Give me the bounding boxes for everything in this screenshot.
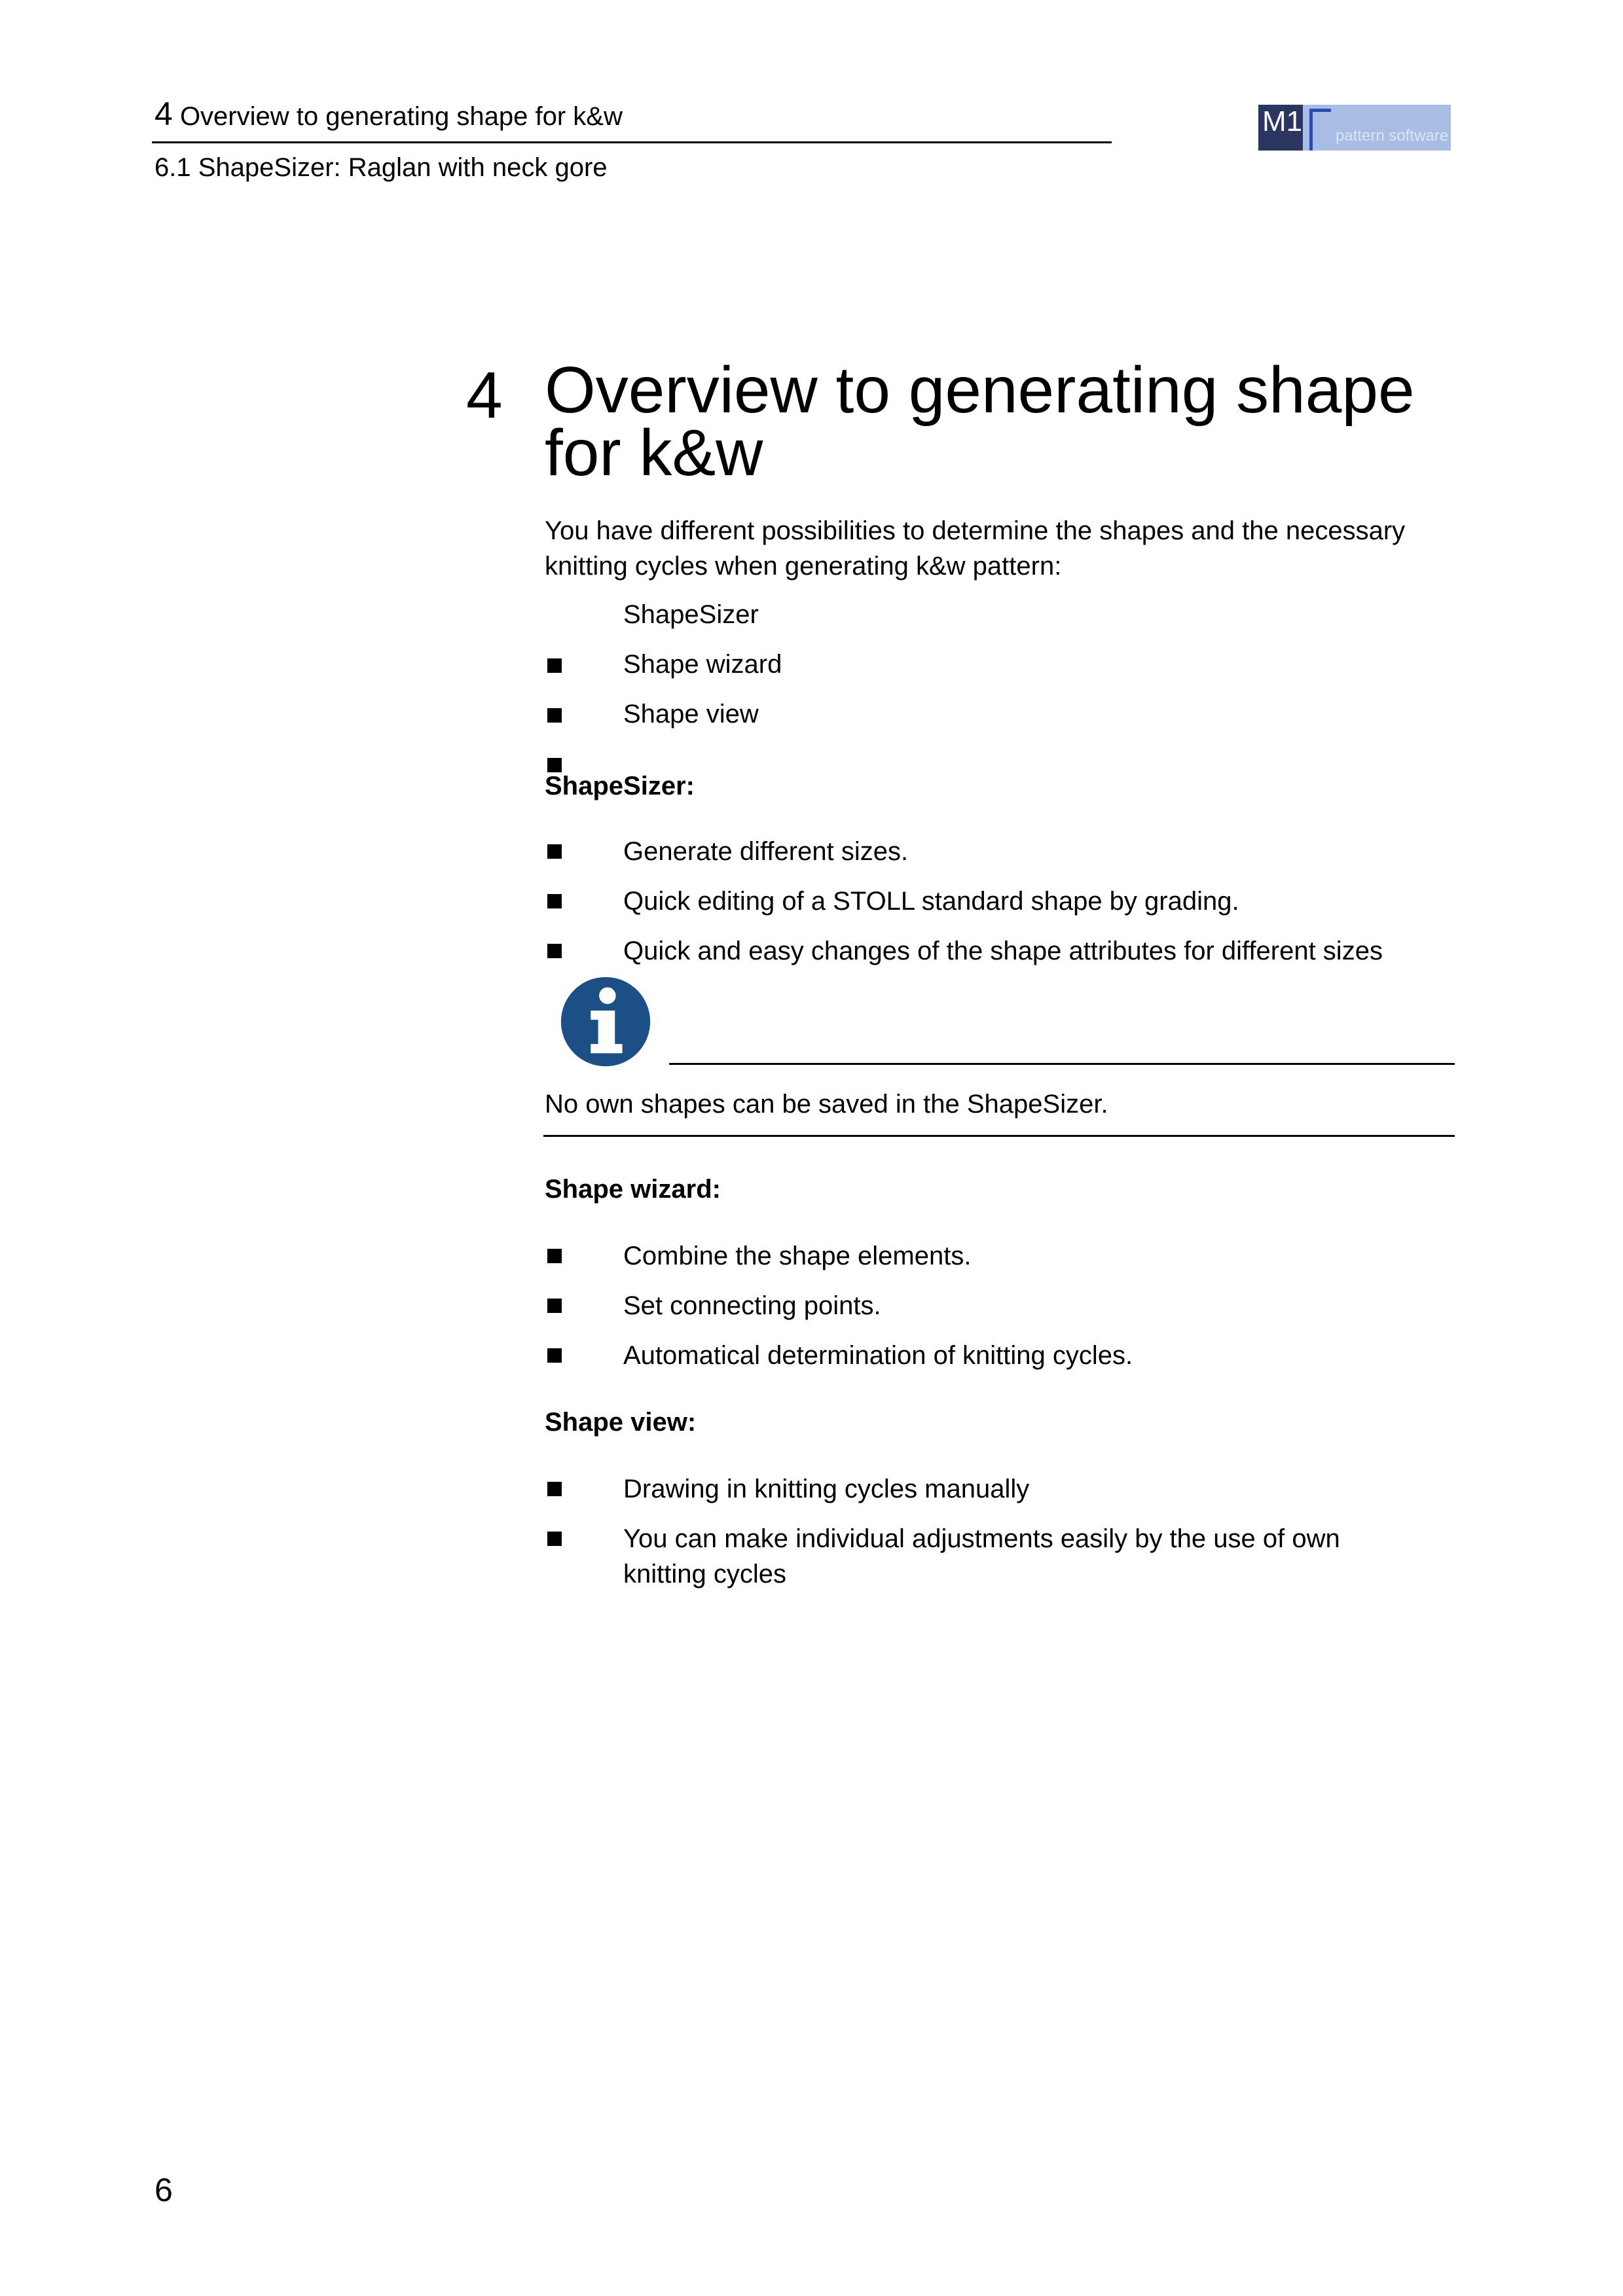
running-header-section: 6.1 ShapeSizer: Raglan with neck gore — [155, 153, 608, 182]
list-item-text: Shape wizard — [623, 650, 782, 679]
list-item-text: Combine the shape elements. — [623, 1242, 972, 1270]
info-note-text: No own shapes can be saved in the ShapeSizer. — [545, 1090, 1108, 1119]
list-item-text: You can make individual adjustments easily by the use of own knitting cycles — [623, 1524, 1340, 1588]
list-item-text: Shape view — [623, 700, 759, 728]
header-divider — [152, 141, 1112, 143]
running-header-chapter-title: Overview to generating shape for k&w — [179, 102, 623, 131]
chapter-title: Overview to generating shape for k&w — [545, 353, 1415, 490]
note-divider-top — [669, 1063, 1455, 1065]
m1-logo — [1258, 105, 1451, 151]
note-divider-bottom — [543, 1135, 1455, 1137]
list-item-text: Drawing in knitting cycles manually — [623, 1475, 1030, 1503]
list-item-text: Quick and easy changes of the shape attributes for different sizes — [623, 937, 1383, 965]
list-item-text: Set connecting points. — [623, 1291, 881, 1320]
list-item-text: Quick editing of a STOLL standard shape by grading. — [623, 887, 1239, 916]
running-header-chapter — [155, 98, 623, 132]
chapter-number: 4 — [466, 359, 503, 432]
section-heading-shape-wizard: Shape wizard: — [545, 1175, 721, 1204]
list-item-text: Generate different sizes. — [623, 837, 909, 866]
info-icon — [559, 975, 652, 1068]
intro-paragraph: You have different possibilities to determine the shapes and the necessary knitting cycles when generating k&w pattern: — [545, 516, 1406, 581]
running-header-chapter-number: 4 — [155, 96, 173, 132]
logo-subtext: pattern software — [1336, 127, 1449, 145]
page-number: 6 — [155, 2172, 173, 2208]
list-item-text: Automatical determination of knitting cycles. — [623, 1341, 1133, 1370]
list-item-text: ShapeSizer — [623, 600, 759, 629]
section-heading-shape-view: Shape view: — [545, 1408, 697, 1437]
section-heading-shapesizer: ShapeSizer: — [545, 772, 695, 800]
logo-text: M1 — [1262, 105, 1303, 137]
